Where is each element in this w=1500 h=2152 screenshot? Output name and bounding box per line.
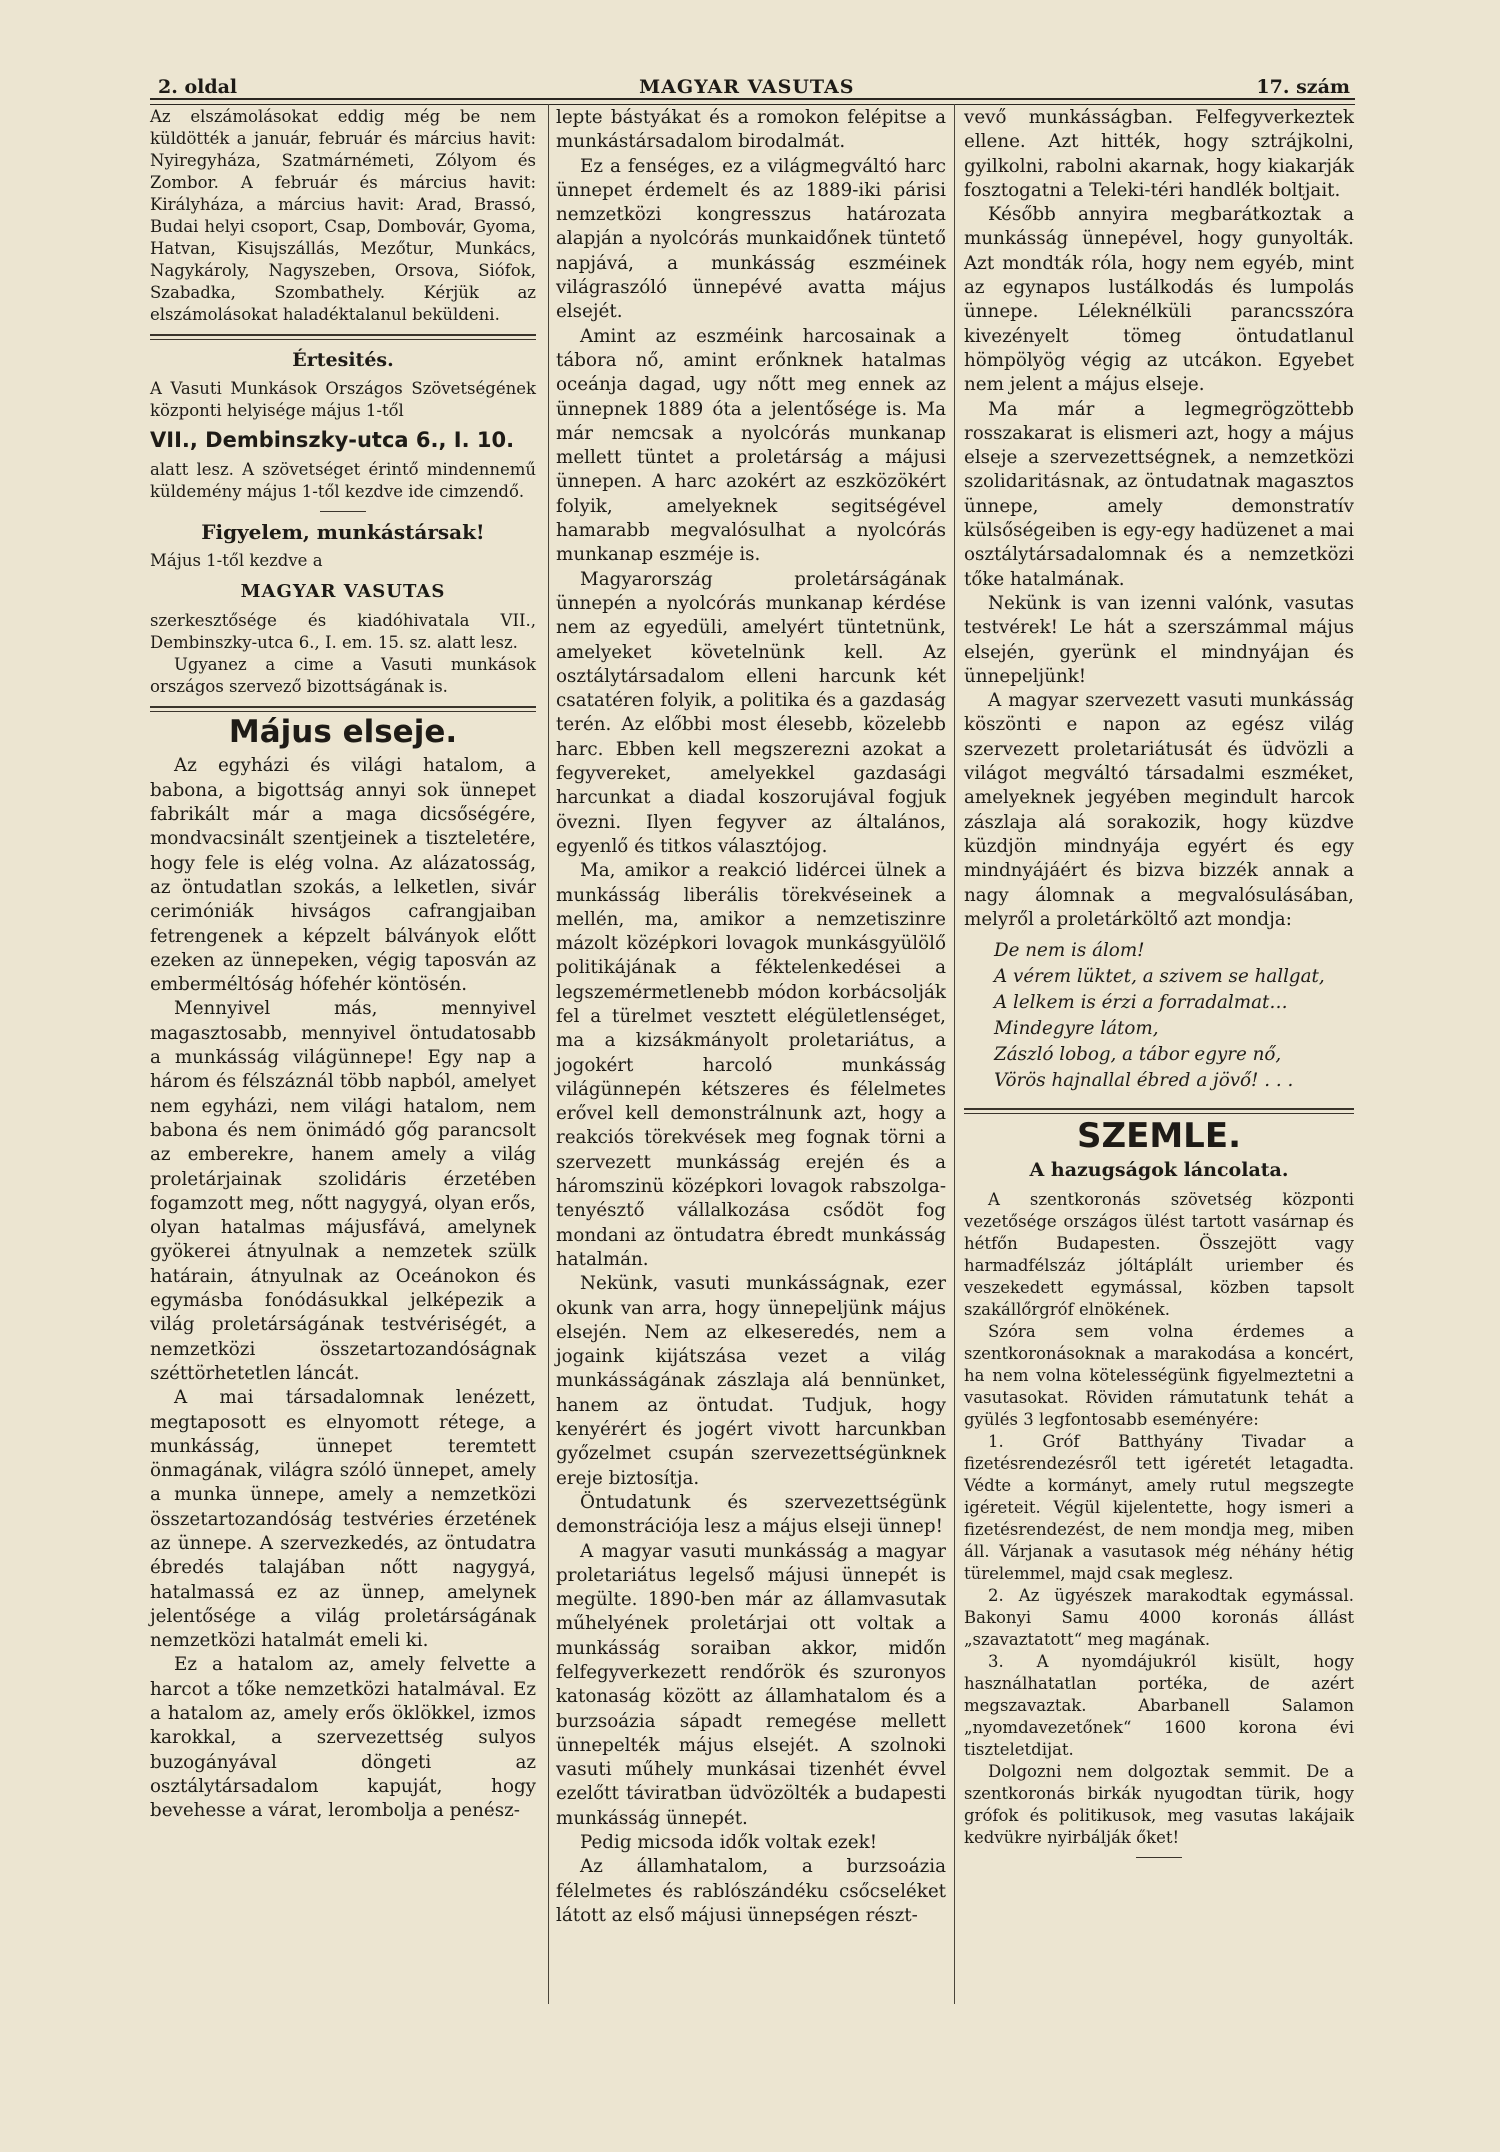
section-title: SZEMLE. xyxy=(1076,1116,1241,1157)
article-paragraph: Magyarország proletárságának ünnepén a nyolcórás munkanap kérdése nem az egyedüli, amelyért tüntetnünk, amelyeket követelnünk kell. Az osztálytársadalom elleni harcunk két csatatéren folyik, a politika és a gazdaság terén. Az előbbi most élesebb, közelebb harc. Ebben kell megszerezni azokat a fegyvereket, amelyekkel gazdasági harcunkat a diadal koszorujával fogjuk övezni. Ilyen fegyver az általános, egyenlő és titkos választójog. xyxy=(556,568,946,857)
article-paragraph: Később annyira megbarátkoztak a munkásság ünnepével, hogy gunyolták. Azt mondták róla, hogy nem egyéb, mint az egynapos lustálkodás és lumpolás ünnepe. Léleknélküli parancsszóra kivezényelt tömeg öntudatlanul hömpölyög végig az utcákon. Egyebet nem jelent a május elseje. xyxy=(964,204,1354,396)
article-paragraph: Öntudatunk és szervezettségünk demonstrációja lesz a május elseji ünnep! xyxy=(556,1491,946,1538)
review-heading: A hazugságok láncolata. xyxy=(1029,1159,1289,1182)
poem-line: A lelkem is érzi a forradalmat… xyxy=(994,992,1288,1014)
page-header xyxy=(158,72,1350,98)
end-rule xyxy=(1136,1857,1182,1858)
article-title: Május elseje. xyxy=(228,714,458,751)
page-number: 2. oldal xyxy=(158,76,238,98)
short-divider xyxy=(320,511,366,512)
article-paragraph: Az egyházi és világi hatalom, a babona, a bigottság annyi sok ünnepet fabrikált már a maga dicsőségére, mondvacsinált szentjeinek a tiszteletére, hogy fele is elég volna. Az alázatosság, az öntudatlan szokás, a lelketlen, sivár cerimóniák hivságos cafrangjaiban fetrengenek a képzelt bálványok előtt ezeken az ünnepeken, végig taposván az emberméltóság hófehér köntösén. xyxy=(150,755,536,996)
newspaper-title: MAGYAR VASUTAS xyxy=(639,76,855,98)
divider xyxy=(150,706,536,712)
article-paragraph: Az államhatalom, a burzsoázia félelmetes és rablószándéku csőcseléket látott az első májusi ünnepségen részt- xyxy=(556,1856,946,1926)
notice-text: A Vasuti Munkások Országos Szövetségének központi helyisége május 1-től xyxy=(150,379,536,421)
article-paragraph: Ma, amikor a reakció lidércei ülnek a munkásság liberális törekvéseinek a mellén, ma, amikor a nemzetiszinre mázolt középkori lovagok munkásgyülölő politikájának a féktelenkedései a legszemérmetlenebb módon korbácsolják fel a türelmet vesztett elégületlenséget, ma a kizsákmányolt proletariátus, a jogokért harcoló munkásság világünnepén kétszeres és félelmetes erővel kell demonstrálnunk azt, hogy a reakciós törekvések meg fognak törni a szervezett munkásság erején és a háromszinü középkori lovagok rabszolga-tenyésztő vállalkozása csődöt fog mondani az öntudatra ébredt munkásság hatalmán. xyxy=(556,860,946,1270)
attention-text-3: Ugyanez a cime a Vasuti munkások országos szervező bizottságának is. xyxy=(150,655,536,697)
article-paragraph: vevő munkásságban. Felfegyverkeztek ellene. Azt hitték, hogy sztrájkolni, gyilkolni, rabolni akarnak, hogy kiakarják fosztogatni a Teleki-téri handlék boltjait. xyxy=(964,107,1354,201)
column-divider-1 xyxy=(548,104,549,2004)
article-paragraph: Mennyivel más, mennyivel magasztosabb, mennyivel öntudatosabb a munkásság világünnepe! Egy nap a három és félszáznál több napból, amelyet nem egyházi, nem világi hatalom, nem babona és nem önimádó gőg parancsolt az emberekre, hanem amely a világ proletárjainak szolidáris érzetében fogamzott meg, nőtt nagygyá, olyan erős, olyan hatalmas májusfává, amelynek gyökerei átnyulnak a nemzetek szülk határain, átnyulnak az Oceánokon és egymásba fonódásukkal jelképezik a világ proletárságának testvériségét, a nemzetközi összetartozandóságnak széttörhetetlen láncát. xyxy=(150,998,536,1384)
attention-text-2: szerkesztősége és kiadóhivatala VII., Dembinszky-utca 6., I. em. 15. sz. alatt lesz. xyxy=(150,611,536,653)
divider xyxy=(150,334,536,340)
review-paragraph: 1. Gróf Batthyány Tivadar a fizetésrendezésről tett igéretét letagadta. Védte a kormányt, amely rutul megszegte igéreteit. Végül kijelentette, hogy ismeri a fizetésrendezést, de nem mondja meg, miben áll. Várjanak a vasutasok még néhány hétig türelemmel, majd csak meglesz. xyxy=(964,1431,1354,1583)
article-paragraph: Ez a fenséges, ez a világmegváltó harc ünnepet érdemelt és az 1889-iki párisi nemzetközi kongresszus határozata alapján a nyolcórás munkaidőnek tüntető napjává, a munkásság eszméinek világraszóló ünnepévé avatta május elsejét. xyxy=(556,155,946,323)
article-paragraph: A magyar szervezett vasuti munkásság köszönti e napon az egész világ szervezett proletariátusát és üdvözli a világot megváltó társadalmi eszméket, amelyeknek jegyében megindult harcok zászlaja alá sorakozik, hogy küzdve küzdjön mindnyája egyért és egy mindnyájáért és bizva bizzék annak a nagy álomnak a megvalósulásában, melyről a proletárköltő azt mondja: xyxy=(964,690,1354,930)
article-paragraph: Nekünk is van izenni valónk, vasutas testvérek! Le hát a szerszámmal május elsején, gyerünk el mindnyájan és ünnepeljünk! xyxy=(964,592,1354,687)
article-paragraph: A magyar vasuti munkásság a magyar proletariátus legelső májusi ünnepét is megülte. 1890-ben már az államvasutak műhelyének proletárjai ott voltak a munkásság soraiban akkor, midőn felfegyverkezett rendőrök és szuronyos katonaság között az államhatalom és a burzsoázia sápadt remegése mellett ünnepelték május elsejét. A szolnoki vasuti műhely munkásai tizenhét évvel ezelőtt táviratban üdvözölték a budapesti munkásság ünnepét. xyxy=(556,1540,946,1829)
divider xyxy=(964,1108,1354,1114)
review-paragraph: 3. A nyomdájukról kisült, hogy használhatatlan portéka, de azért megszavaztak. Abarbanell Salamon „nyomdavezetőnek“ 1600 korona évi tiszteletdijat. xyxy=(964,1651,1354,1759)
article-paragraph: Nekünk, vasuti munkásságnak, ezer okunk van arra, hogy ünnepeljünk május elsején. Nem az elkeseredés, nem a jogaink kijátszása vezet a világ munkásságának zászlaja alá bennünket, hanem az öntudat. Tudjuk, hogy kenyérért és jogért vivott harcunkban győzelmet csupán szervezettségünknek ereje biztosítja. xyxy=(556,1273,946,1489)
review-paragraph: Dolgozni nem dolgoztak semmit. De a szentkoronás birkák nyugodtan türik, hogy grófok és politikusok, meg vasutas lakájaik kedvükre nyirbálják őket! xyxy=(964,1761,1354,1847)
poem-line: Zászló lobog, a tábor egyre nő, xyxy=(994,1044,1282,1066)
article-paragraph: Amint az eszméink harcosainak a tábora nő, amint erőnknek hatalmas oceánja dagad, ugy nőtt meg ennek az ünnepnek 1889 óta a jelentősége is. Ma már nemcsak a nyolcórás munkanap mellett tüntet a proletárság a májusi ünnepen. A harc azokért az eszközökért folyik, amelyeknek segitségével hamarabb megvalósulhat a nyolcórás munkanap eszméje is. xyxy=(556,325,946,566)
review-paragraph: Szóra sem volna érdemes a szentkoronásoknak a marakodása a koncért, ha nem volna kötelességünk figyelmeztetni a vasutasokat. Röviden rámutatunk tehát a gyülés 3 legfontosabb eseményére: xyxy=(964,1321,1354,1429)
article-paragraph: Ma már a legmegrögzöttebb rosszakarat is elismeri azt, hogy a május elseje a szervezettségnek, a nemzetközi szolidaritásnak, az öntudatnak magasztos ünnepe, amely demonstratív külsőségeiben is egy-egy hadüzenet a mai osztálytársadalomnak és a nemzetközi tőke hatalmának. xyxy=(964,398,1354,590)
poem-line: A vérem lüktet, a szivem se hallgat, xyxy=(994,966,1325,988)
notice-address: VII., Dembinszky-utca 6., I. 10. xyxy=(150,428,515,453)
issue-number: 17. szám xyxy=(1256,76,1350,98)
article-paragraph: Ez a hatalom az, amely felvette a harcot a tőke nemzetközi hatalmával. Ez a hatalom az, amely erős öklökkel, izmos karokkal, a szervezettség sulyos buzogányával döngeti az osztálytársadalom kapuját, hogy bevehesse a várat, lerombolja a penész- xyxy=(150,1654,536,1822)
article-paragraph: Pedig micsoda idők voltak ezek! xyxy=(580,1832,878,1854)
article-paragraph: A mai társadalomnak lenézett, megtaposott es elnyomott rétege, a munkásság, ünnepet teremtett önmagának, világra szóló ünnepet, amely a munka ünnepe, amely a nemzetközi összetartozandóság testvéries érzetének az ünnepe. A szervezkedés, az öntudatra ébredés talajában nőtt nagygyá, hatalmassá ez az ünnep, amelynek jelentősége a világ proletárságának nemzetközi hatalmát emeli ki. xyxy=(150,1387,536,1652)
review-paragraph: A szentkoronás szövetség központi vezetősége országos ülést tartott vasárnap és hétfőn Budapesten. Összejött vagy harmadfélszáz jóltáplált uriember és veszekedett egymással, közben tapsolt szakállőrgróf elnökének. xyxy=(964,1189,1354,1319)
poem-line: Mindegyre látom, xyxy=(994,1018,1159,1040)
settlement-notice: Az elszámolásokat eddig még be nem küldötték a január, február és március havit: Nyiregyháza, Szatmárnémeti, Zólyom és Zombor. A február és március havit: Királyháza, a március havit: Arad, Brassó, Budai helyi csoport, Csap, Dombovár, Gyoma, Hatvan, Kisujszállás, Mezőtur, Munkács, Nagykároly, Nagyszeben, Orsova, Siófok, Szabadka, Szombathely. Kérjük az elszámolásokat haladéktalanul beküldeni. xyxy=(150,107,536,324)
attention-heading: Figyelem, munkástársak! xyxy=(201,519,485,544)
notice-text-2: alatt lesz. A szövetséget érintő mindennemű küldemény május 1-től kezdve ide cimzendő. xyxy=(150,459,536,501)
column-2 xyxy=(556,106,946,1928)
poem-line: Vörös hajnallal ébred a jövő! . . . xyxy=(994,1070,1294,1092)
review-paragraph: 2. Az ügyészek marakodtak egymással. Bakonyi Samu 4000 koronás állást „szavaztatott“ meg magának. xyxy=(964,1585,1354,1649)
article-paragraph: lepte bástyákat és a romokon felépitse a munkástársadalom birodalmát. xyxy=(556,107,946,153)
column-3 xyxy=(964,106,1354,1866)
header-rule xyxy=(150,98,1355,105)
attention-paper-name: MAGYAR VASUTAS xyxy=(240,580,446,602)
poem-line: De nem is álom! xyxy=(994,940,1145,962)
notice-heading: Értesités. xyxy=(292,349,394,371)
column-divider-2 xyxy=(954,104,955,2004)
attention-text: Május 1-től kezdve a xyxy=(150,550,323,570)
poem xyxy=(994,938,1354,1094)
column-1 xyxy=(150,106,536,1824)
